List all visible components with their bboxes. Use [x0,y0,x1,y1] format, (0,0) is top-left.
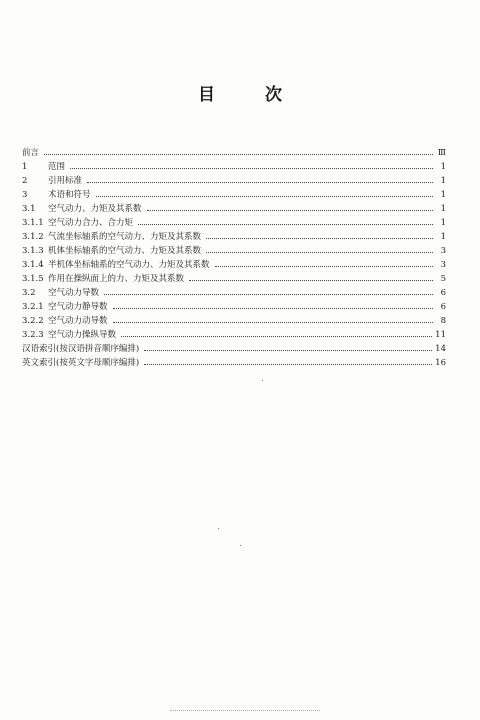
toc-entry-label: 空气动力操纵导数 [48,330,117,340]
toc-entry-label: 引用标准 [48,176,83,186]
toc-entry-label: 汉语索引(按汉语拼音顺序编排) [22,344,140,354]
toc-entry[interactable] [22,172,446,186]
toc-entry-page: 1 [440,162,446,172]
toc-entry[interactable] [22,326,446,340]
toc-entry-page: 5 [440,274,446,284]
toc-entry-number: 3.2.3 [22,330,44,340]
toc-entry-number: 3.2.2 [22,316,44,326]
toc-entry-page: 14 [435,344,446,354]
toc-entry-number: 3.2 [22,288,36,298]
toc-entry[interactable] [22,214,446,228]
toc-entry[interactable] [22,256,446,270]
toc-dot-leader [87,172,433,183]
toc-entry-page: 3 [440,260,446,270]
toc-dot-leader [138,214,433,225]
toc-entry-page: 11 [435,330,446,340]
toc-entry-label: 空气动力、力矩及其系数 [48,204,142,214]
toc-entry[interactable] [22,340,446,354]
toc-title-part2: 次 [265,85,282,105]
toc-dot-leader [206,242,433,253]
toc-entry-label: 空气动力导数 [48,288,100,298]
toc-entry[interactable] [22,228,446,242]
toc-entry-number: 2 [22,176,28,186]
toc-entry-label: 范围 [48,162,66,172]
toc-entry-page: 1 [440,176,446,186]
toc-entry-page: 8 [440,316,446,326]
toc-dot-leader [70,158,433,169]
toc-entry-number: 3.1 [22,204,36,214]
toc-entry-page: 1 [440,190,446,200]
toc-entry-page: 16 [435,358,446,368]
toc-dot-leader [113,298,433,309]
toc-entry-number: 3.1.4 [22,260,44,270]
toc-entry[interactable] [22,200,446,214]
scan-speck [240,545,241,546]
toc-entry[interactable] [22,270,446,284]
toc-entry-label: 空气动力合力、合力矩 [48,218,134,228]
toc-entry-label: 作用在操纵面上的力、力矩及其系数 [48,274,185,284]
toc-dot-leader [121,326,432,337]
toc-dot-leader [96,186,433,197]
toc-entry-label: 术语和符号 [48,190,91,200]
toc-entry[interactable] [22,242,446,256]
toc-entry-number: 3.2.1 [22,302,44,312]
toc-entry-page: 3 [440,246,446,256]
toc-dot-leader [215,256,433,267]
toc-dot-leader [44,144,433,155]
toc-entry-number: 3.1.1 [22,218,44,228]
toc-entry[interactable] [22,284,446,298]
scan-speck [218,528,219,529]
toc-entry-number: 3.1.2 [22,232,44,242]
toc-entry-page: 6 [440,288,446,298]
toc-title-part1: 目 [198,85,215,105]
toc-entry-label: 半机体坐标轴系的空气动力、力矩及其系数 [48,260,210,270]
toc-entry-page: 6 [440,302,446,312]
toc-dot-leader [144,340,432,351]
toc-entry-label: 机体坐标轴系的空气动力、力矩及其系数 [48,246,202,256]
footer-scan-mark [170,710,320,715]
toc-entry-page: 1 [440,232,446,242]
toc-entry-page: Ⅲ [437,148,446,158]
toc-entry[interactable] [22,186,446,200]
table-of-contents [22,144,446,368]
toc-entry-label: 空气动力动导数 [48,316,108,326]
toc-entry-label: 气流坐标轴系的空气动力、力矩及其系数 [48,232,202,242]
toc-entry-label: 英文索引(按英文字母顺序编排) [22,358,140,368]
toc-entry[interactable] [22,158,446,172]
toc-dot-leader [206,228,433,239]
toc-entry-number: 3 [22,190,28,200]
toc-dot-leader [147,200,433,211]
toc-entry-number: 3.1.3 [22,246,44,256]
toc-entry-label: 前言 [22,148,40,158]
toc-entry-label: 空气动力静导数 [48,302,108,312]
toc-title [0,80,480,105]
toc-dot-leader [113,312,433,323]
toc-entry[interactable] [22,144,446,158]
toc-dot-leader [144,354,432,365]
toc-entry-number: 1 [22,162,28,172]
toc-entry-number: 3.1.5 [22,274,44,284]
toc-entry[interactable] [22,354,446,368]
toc-dot-leader [104,284,433,295]
toc-entry-page: 1 [440,204,446,214]
scan-speck [262,380,263,381]
toc-entry[interactable] [22,312,446,326]
toc-dot-leader [189,270,433,281]
toc-entry[interactable] [22,298,446,312]
toc-entry-page: 1 [440,218,446,228]
